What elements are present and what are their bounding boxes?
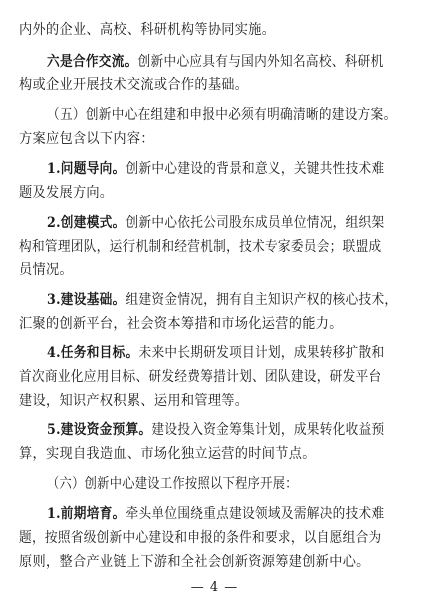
text-line xyxy=(19,129,417,149)
text-line xyxy=(47,52,429,72)
body-text-span: 方案应包含以下内容： xyxy=(19,131,154,147)
text-line xyxy=(19,314,417,334)
body-text-span: 建设投入资金筹集计划，成果转化收益预 xyxy=(151,422,385,438)
body-text-span: 牵头单位围绕重点建设领域及需解决的技术难 xyxy=(125,506,385,522)
text-line xyxy=(19,183,417,203)
body-text-span: 构或企业开展技术交流或合作的基础。 xyxy=(19,77,249,93)
text-line xyxy=(19,367,401,387)
body-text-span: 算，实现自我造血、市场化独立运营的时间节点。 xyxy=(19,446,316,462)
body-text-span: （六）创新中心建设工作按照以下程序开展： xyxy=(47,476,298,492)
body-text-span: 构和管理团队，运行机制和经营机制，技术专家委员会；联盟成 xyxy=(19,239,382,255)
bold-heading-text: 5.建设资金预算。 xyxy=(47,422,152,438)
body-text-span: 原则，整合产业链上下游和全社会创新资源筹建创新中心。 xyxy=(19,554,370,570)
text-line xyxy=(19,237,401,257)
bold-heading-text: 3.建设基础。 xyxy=(47,292,126,308)
bold-heading-text: 1.问题导向。 xyxy=(47,161,126,177)
body-text-span: 创新中心应具有与国内外知名高校、科研机 xyxy=(137,54,384,70)
page-number: — 4 — xyxy=(190,580,239,595)
text-line xyxy=(47,474,417,494)
text-line xyxy=(47,343,429,363)
text-line xyxy=(19,260,417,280)
text-line xyxy=(19,391,417,411)
body-text-span: 建设，知识产权积累、运用和管理等。 xyxy=(19,393,249,409)
body-text-span: 组建资金情况，拥有自主知识产权的核心技术， xyxy=(125,292,398,308)
text-line xyxy=(47,105,429,125)
body-text-span: （五）创新中心在组建和申报中必须有明确清晰的建设方案。 xyxy=(47,107,397,123)
text-line xyxy=(19,528,401,548)
text-line xyxy=(47,420,429,440)
text-line xyxy=(19,552,417,572)
text-line xyxy=(19,444,417,464)
text-line xyxy=(19,75,417,95)
bold-heading-text: 4.任务和目标。 xyxy=(47,345,139,361)
text-line xyxy=(47,504,429,524)
body-text-span: 题及发展方向。 xyxy=(19,185,114,201)
text-line xyxy=(19,20,417,40)
body-text-span: 内外的企业、高校、科研机构等协同实施。 xyxy=(19,22,276,38)
body-text-span: 未来中长期研发项目计划，成果转移扩散和 xyxy=(138,345,385,361)
body-text-span: 题，按照省级创新中心建设和申报的条件和要求，以自愿组合为 xyxy=(19,530,382,546)
body-text-span: 首次商业化应用目标、研发经费筹措计划、团队建设，研发平台 xyxy=(19,369,382,385)
text-line xyxy=(47,159,429,179)
text-line xyxy=(47,213,429,233)
body-text-span: 汇聚的创新平台，社会资本筹措和市场化运营的能力。 xyxy=(19,316,343,332)
body-text-span: 创新中心建设的背景和意义，关键共性技术难 xyxy=(125,161,385,177)
body-text-span: 创新中心依托公司股东成员单位情况，组织架 xyxy=(125,215,385,231)
bold-heading-text: 1.前期培育。 xyxy=(47,506,126,522)
bold-heading-text: 2.创建模式。 xyxy=(47,215,126,231)
bold-heading-text: 六是合作交流。 xyxy=(47,54,138,70)
body-text-span: 员情况。 xyxy=(19,262,73,278)
text-line xyxy=(47,290,429,310)
